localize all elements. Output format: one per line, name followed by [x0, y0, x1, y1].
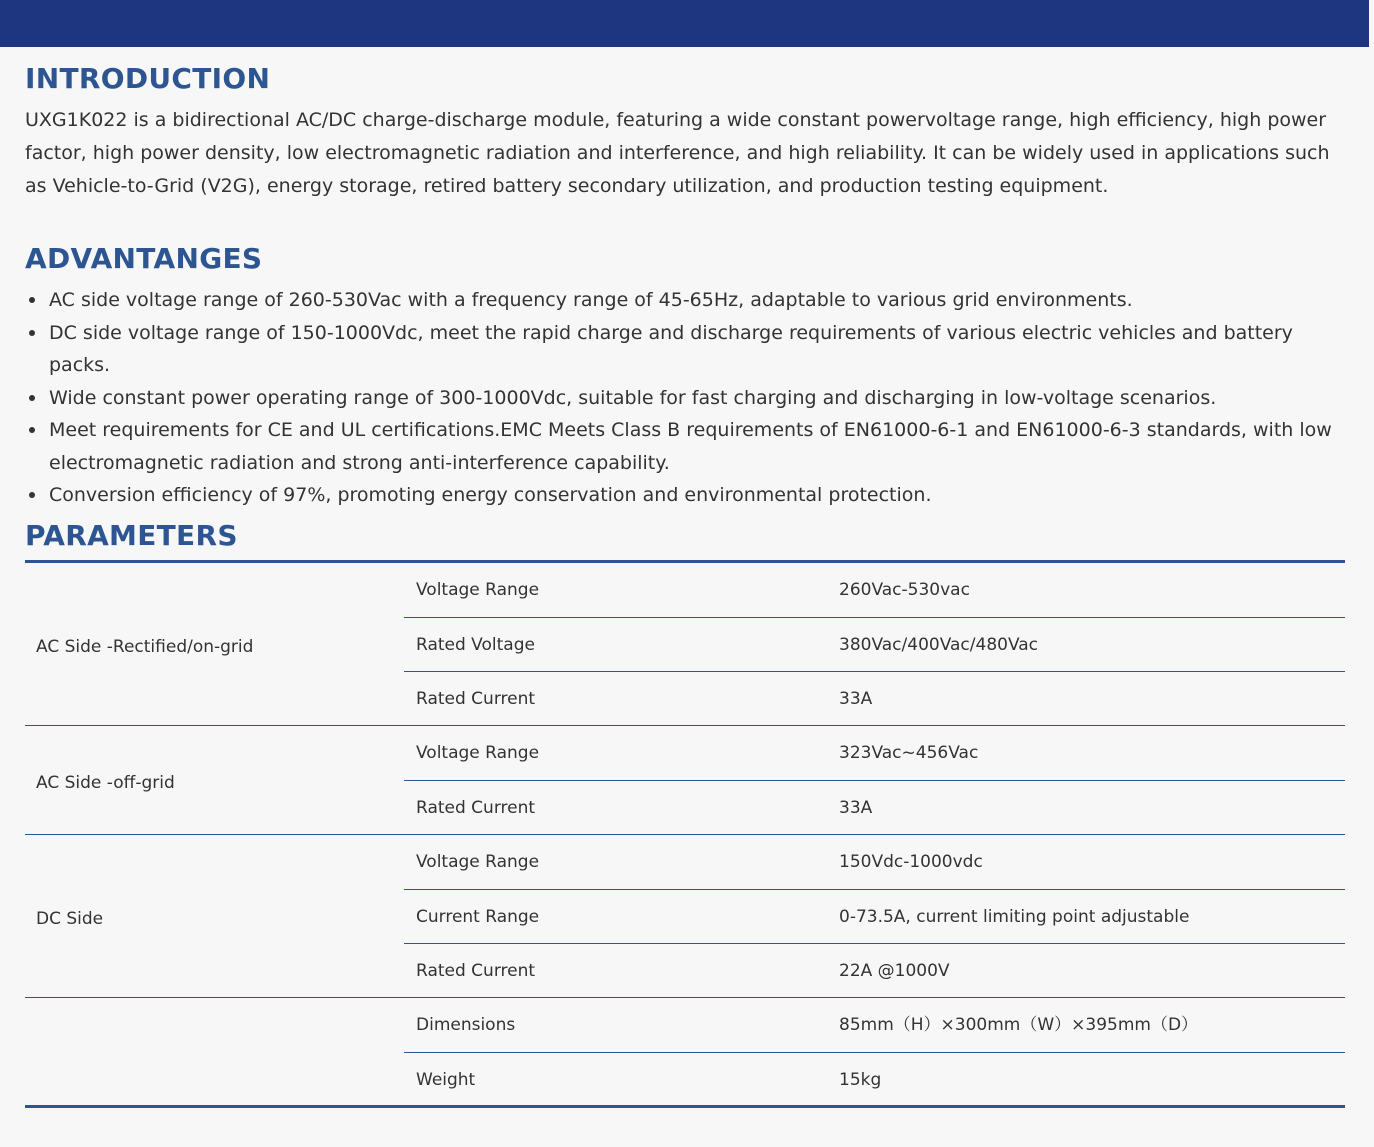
param-name: Voltage Range [416, 743, 540, 763]
param-name: Voltage Range [416, 580, 540, 600]
bullet-icon [29, 427, 35, 433]
advantage-text: Meet requirements for CE and UL certifications.EMC Meets Class B requirements of EN61000-6-1 and EN61000-6-3 standards, with low electromagnetic radiation and strong anti-interference capability. [49, 419, 1332, 474]
advantage-text: DC side voltage range of 150-1000Vdc, meet the rapid charge and discharge requirements of various electric vehicles and battery packs. [49, 321, 1293, 376]
param-name: Rated Current [416, 798, 536, 818]
param-value: 323Vac~456Vac [839, 743, 979, 763]
advantage-text: Wide constant power operating range of 300-1000Vdc, suitable for fast charging and discharging in low-voltage scenarios. [49, 386, 1217, 409]
advantage-text: AC side voltage range of 260-530Vac with a frequency range of 45-65Hz, adaptable to various grid environments. [49, 289, 1133, 311]
advantages-list [25, 284, 1345, 512]
table-row [404, 835, 1345, 889]
parameters-title: PARAMETERS [25, 519, 238, 552]
param-value: 85mm（H）×300mm（W）×395mm（D） [839, 1015, 1199, 1035]
param-name: Weight [416, 1070, 476, 1090]
bullet-icon [29, 297, 35, 303]
advantage-item [25, 317, 1345, 382]
param-value: 0-73.5A, current limiting point adjustable [839, 907, 1190, 927]
table-row [404, 944, 1345, 998]
advantage-item [25, 382, 1345, 415]
group-label-dc-side: DC Side [36, 909, 104, 929]
bullet-icon [29, 492, 35, 498]
param-name: Dimensions [416, 1015, 516, 1035]
table-row [404, 998, 1345, 1052]
advantage-text: Conversion efficiency of 97%, promoting energy conservation and environmental protection. [49, 484, 932, 506]
advantage-item [25, 479, 1345, 512]
parameters-table [25, 560, 1345, 1108]
param-value: 15kg [839, 1070, 882, 1090]
bullet-icon [29, 395, 35, 401]
table-row [404, 781, 1345, 835]
table-row [404, 672, 1345, 726]
param-value: 150Vdc-1000vdc [839, 852, 983, 872]
param-name: Rated Current [416, 689, 536, 709]
param-value: 380Vac/400Vac/480Vac [839, 635, 1039, 655]
bullet-icon [29, 330, 35, 336]
param-name: Rated Voltage [416, 635, 535, 655]
param-value: 260Vac-530vac [839, 580, 970, 600]
advantage-item [25, 284, 1345, 317]
param-name: Voltage Range [416, 852, 540, 872]
table-row [404, 726, 1345, 780]
table-row [404, 563, 1345, 617]
header-bar [0, 0, 1369, 47]
table-row [404, 890, 1345, 944]
advantage-item [25, 414, 1345, 479]
group-label-ac-on-grid: AC Side -Rectified/on-grid [36, 637, 254, 657]
introduction-text: UXG1K022 is a bidirectional AC/DC charge-discharge module, featuring a wide constant powervoltage range, high efficiency, high power factor, high power density, low electromagnetic radiation and interference, and high reliability. It can be widely used in applications such as Vehicle-to-Grid (V2G), energy storage, retired battery secondary utilization, and production testing equipment. [25, 109, 1330, 197]
param-name: Current Range [416, 907, 540, 927]
param-name: Rated Current [416, 961, 536, 981]
introduction-title: INTRODUCTION [25, 62, 271, 95]
table-row [404, 618, 1345, 672]
advantages-title: ADVANTANGES [25, 242, 263, 275]
group-label-ac-off-grid: AC Side -off-grid [36, 773, 175, 793]
param-value: 33A [839, 689, 873, 709]
table-row [404, 1053, 1345, 1107]
param-value: 33A [839, 798, 873, 818]
param-value: 22A @1000V [839, 961, 950, 981]
